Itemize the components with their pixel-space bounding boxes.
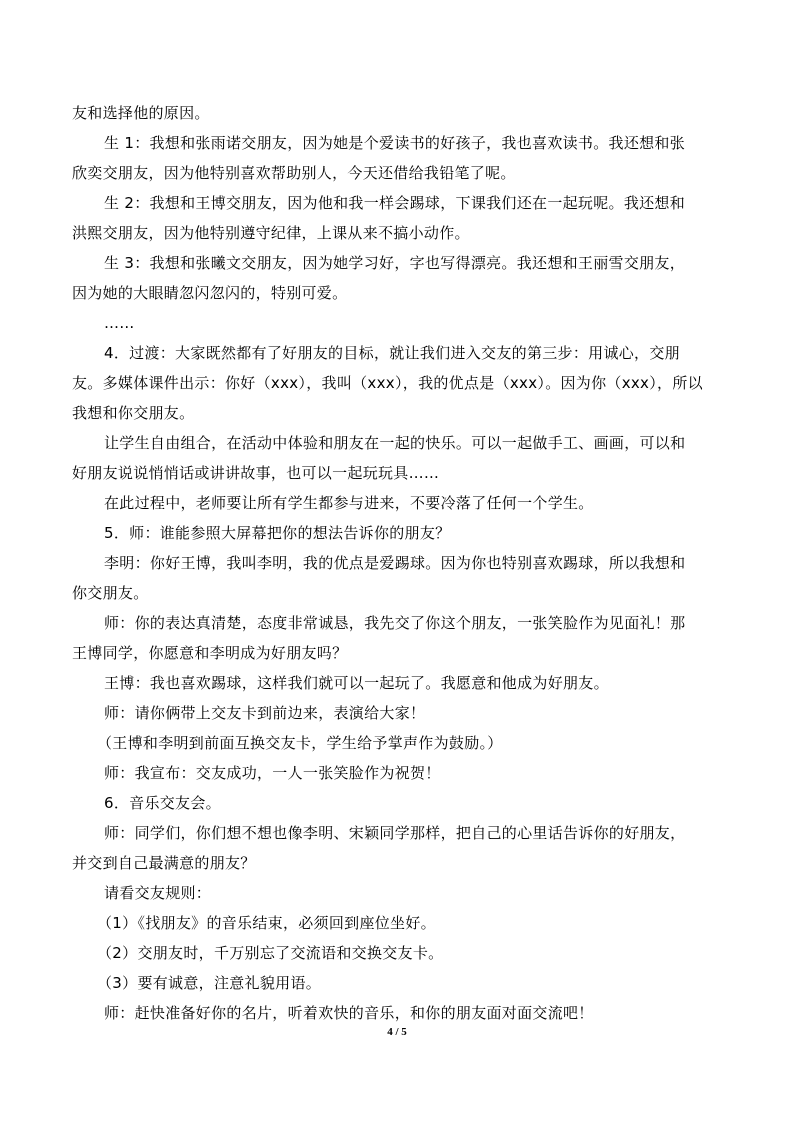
paragraph-line: 王博同学，你愿意和李明成为好朋友吗？ [72,644,348,662]
paragraph-line: （王博和李明到前面互换交友卡，学生给予掌声作为鼓励。） [97,734,503,752]
paragraph-line: 5．师：谁能参照大屏幕把你的想法告诉你的朋友？ [104,524,451,542]
paragraph-line: 师：赶快准备好你的名片，听着欢快的音乐，和你的朋友面对面交流吧！ [104,1004,594,1022]
paragraph-line: 让学生自由组合，在活动中体验和朋友在一起的快乐。可以一起做手工、画画，可以和 [104,434,686,452]
paragraph-line: 友和选择他的原因。 [72,104,210,122]
paragraph-line: 我想和你交朋友。 [72,404,195,422]
paragraph-line: 欣奕交朋友，因为他特别喜欢帮助别人，今天还借给我铅笔了呢。 [72,164,516,182]
document-body [72,98,722,1028]
paragraph-line: 你交朋友。 [72,584,149,602]
paragraph-line: 洪熙交朋友，因为他特别遵守纪律，上课从来不搞小动作。 [72,224,470,242]
rule-item: （1）《找朋友》的音乐结束，必须回到座位坐好。 [97,914,436,932]
ellipsis-line: …… [104,314,135,332]
paragraph-line: 师：请你俩带上交友卡到前边来，表演给大家！ [104,704,426,722]
paragraph-line: 并交到自己最满意的朋友？ [72,854,256,872]
paragraph-line: 友。多媒体课件出示：你好（xxx），我叫（xxx），我的优点是（xxx）。因为你（xxx），所以 [72,374,703,392]
paragraph-line: 好朋友说说悄悄话或讲讲故事，也可以一起玩玩具…… [72,464,440,482]
paragraph-line: 生 1：我想和张雨诺交朋友，因为她是个爱读书的好孩子，我也喜欢读书。我还想和张 [104,134,686,152]
rule-item: （3）要有诚意，注意礼貌用语。 [97,974,322,992]
paragraph-line: 6．音乐交友会。 [104,794,221,812]
page-number: 4 / 5 [387,1026,407,1038]
paragraph-line: 王博：我也喜欢踢球，这样我们就可以一起玩了。我愿意和他成为好朋友。 [104,674,609,692]
paragraph-line: 生 3：我想和张曦文交朋友，因为她学习好，字也写得漂亮。我还想和王丽雪交朋友， [104,254,686,272]
paragraph-line: 师：同学们，你们想不想也像李明、宋颖同学那样，把自己的心里话告诉你的好朋友， [104,824,686,842]
rule-item: （2）交朋友时，千万别忘了交流语和交换交友卡。 [97,944,444,962]
paragraph-line: 请看交友规则： [104,884,212,902]
paragraph-line: 因为她的大眼睛忽闪忽闪的，特别可爱。 [72,284,348,302]
paragraph-line: 李明：你好王博，我叫李明，我的优点是爱踢球。因为你也特别喜欢踢球，所以我想和 [104,554,686,572]
paragraph-line: 4．过渡：大家既然都有了好朋友的目标，就让我们进入交友的第三步：用诚心，交朋 [104,344,680,362]
paragraph-line: 师：你的表达真清楚，态度非常诚恳，我先交了你这个朋友，一张笑脸作为见面礼！那 [104,614,686,632]
paragraph-line: 在此过程中，老师要让所有学生都参与进来，不要冷落了任何一个学生。 [104,494,594,512]
paragraph-line: 生 2：我想和王博交朋友，因为他和我一样会踢球，下课我们还在一起玩呢。我还想和 [104,194,686,212]
paragraph-line: 师：我宣布：交友成功，一人一张笑脸作为祝贺！ [104,764,441,782]
